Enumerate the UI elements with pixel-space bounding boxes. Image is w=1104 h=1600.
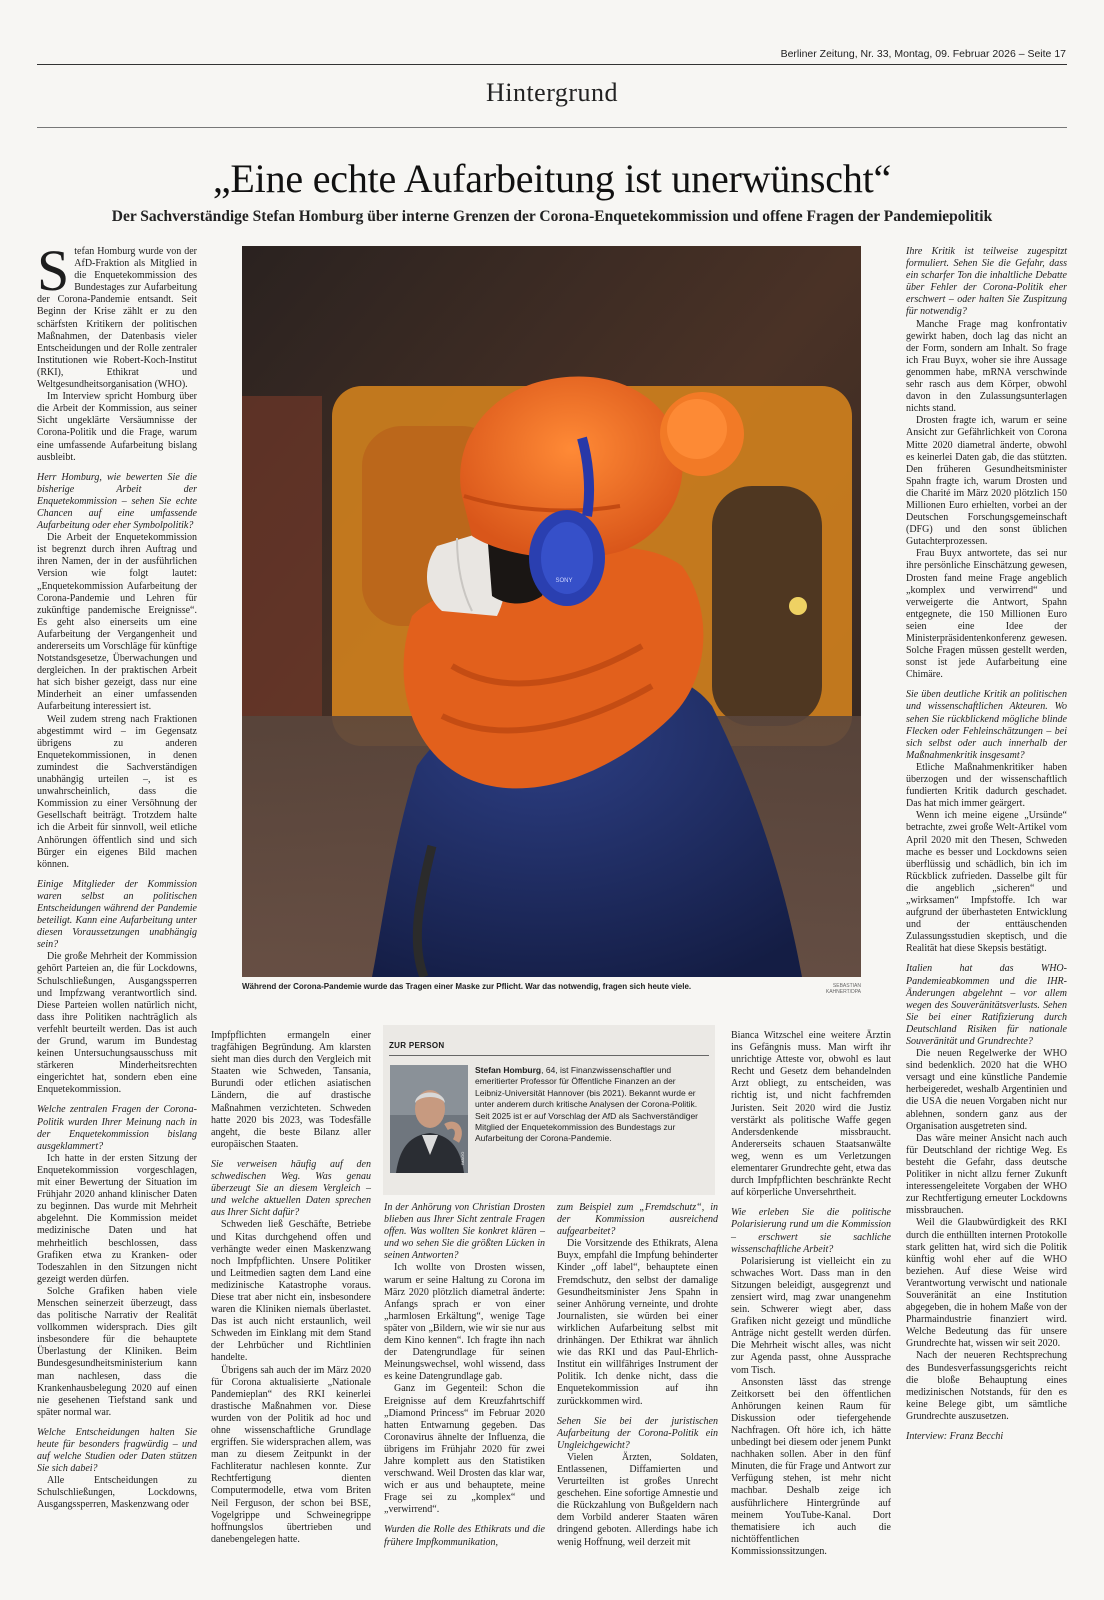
interview-question [906, 689, 1067, 762]
headline: „Eine echte Aufarbeitung ist unerwünscht“ [212, 156, 892, 201]
article-paragraph [384, 1262, 545, 1383]
article-paragraph [906, 415, 1067, 548]
paragraph-text: Solche Grafiken haben viele Menschen seinerzeit überzeugt, dass das politische Narrativ der Realität vollkommen widersprach. Dies gilt insbesondere für die behauptete Überlastung der Kliniken. Beim Bundesgesundheitsministerium kann man nachlesen, dass die Krankenhausbelegung 2020 auf einen nie gesehenen Tiefstand sank und später normal war. [37, 1285, 197, 1418]
interview-question [37, 879, 197, 952]
article-paragraph [211, 1219, 371, 1364]
portrait-illustration [390, 1065, 468, 1173]
section-title: Hintergrund [485, 78, 619, 107]
paragraph-text: Bianca Witzschel eine weitere Ärztin ins Gefängnis muss. Man wirft ihr unrichtige Atteste vor, obwohl es laut Recht und Gesetz dem behandelnden Arzt obliegt, zu entscheiden, was richtig ist, und nicht fachfremden Juristen. Seit 2020 wird die Justiz verstärkt als politische Waffe gegen Andersdenkende missbraucht. Andererseits schauen Staatsanwälte weg, wenn es um Verletzungen elementarer Grundrechte geht, etwa das durch Impfpflichten beschränkte Recht auf körperliche Unversehrtheit. [731, 1030, 891, 1199]
article-paragraph [731, 1030, 891, 1199]
paragraph-text: Ihre Kritik ist teilweise zugespitzt formuliert. Sehen Sie die Gefahr, dass ein scharfer Ton die inhaltliche Debatte über Fehler der Corona-Politik eher erschwert – oder halten Sie Zuspitzung für notwendig? [906, 246, 1067, 318]
article-paragraph [211, 1365, 371, 1546]
paragraph-text: Nach der neueren Rechtsprechung des Bundesverfassungsgerichts reicht die bloße Behauptung eines medizinischen Notstands, für den es keine Belege gibt, um sämtliche Grundrechte auszusetzen. [906, 1350, 1067, 1422]
interview-question [37, 472, 197, 532]
article-paragraph [557, 1452, 718, 1549]
paragraph-text: Einige Mitglieder der Kommission waren selbst an politischen Entscheidungen während der Pandemie beteiligt. Kann eine Aufarbeitung unter diesen Voraussetzungen unabhängig sein? [37, 878, 197, 951]
interview-question [906, 1431, 1067, 1443]
paragraph-text: Sie verweisen häufig auf den schwedischen Weg. Was genau überzeugt Sie an diesem Vergleich – und welche aktuellen Daten sprechen aus Ihrer Sicht dafür? [211, 1158, 371, 1219]
interview-question [37, 1104, 197, 1152]
paragraph-text: Wie erleben Sie die politische Polarisierung rund um die Kommission – erschwert sie sachliche wissenschaftliche Arbeit? [731, 1207, 891, 1255]
interview-question [906, 963, 1067, 1048]
headphone-brand-label: SONY [555, 578, 573, 584]
article-paragraph [37, 1475, 197, 1511]
article-paragraph [906, 810, 1067, 955]
paragraph-text: Übrigens sah auch der im März 2020 für Corona aktualisierte „Nationale Pandemieplan“ des RKI keinerlei drastische Maßnahmen vor. Diese wurden von der Politik ad hoc und ohne wissenschaftliche Grundlage ergriffen. Sie widersprachen allem, was man zu diesem Zeitpunkt in der Fachliteratur nachlesen konnte. Zur Rechtfertigung dienten Computermodelle, etwa vom Briten Neil Ferguson, der schon bei BSE, Vogelgrippe und Schweinegrippe hoffnungslos übertrieben und danebengelegen hatte. [211, 1364, 371, 1545]
paragraph-text: Die große Mehrheit der Kommission gehört Parteien an, die für Lockdowns, Schulschließungen, Ausgangssperren und Impfzwang verantwortlich sind. Diese Parteien wollen natürlich nicht, dass ihre Politiken nachträglich als verfehlt beurteilt werden. Das ist auch der Grund, warum im Bundestag keinen Untersuchungsausschuss mit stärkeren Minderheitsrechten eingerichtet hat, sondern eben eine Enquetekommission. [37, 951, 197, 1096]
paragraph-text: Italien hat das WHO-Pandemieabkommen und die IHR-Änderungen abgelehnt – vor allem wegen des Souveränitätsverlusts. Sehen Sie bei einer Ratifizierung durch Deutschland Risiken für nationale Souveränität und Grundrechte? [906, 963, 1067, 1047]
article-paragraph [906, 1133, 1067, 1218]
article-paragraph [906, 1350, 1067, 1423]
paragraph-text: Polarisierung ist vielleicht ein zu schwaches Wort. Dass man in den Sitzungen beleidigt, ausgegrenzt und zensiert wird, mag zwar unangenehm sein. Schwerer wiegt aber, dass Grafiken nicht gezeigt und mündliche Anträge nicht gestellt werden dürfen. Die Mehrheit wischt alles, was nicht zur Agenda passt, ohne Aussprache vom Tisch. [731, 1255, 891, 1376]
article-paragraph [906, 319, 1067, 416]
paragraph-text: Interview: Franz Becchi [906, 1431, 1004, 1442]
paragraph-text: Welche zentralen Fragen der Corona-Politik wurden Ihrer Meinung nach in der Enquetekommission bislang ausgeklammert? [37, 1104, 197, 1152]
zur-person-text [475, 1065, 707, 1145]
interview-question [211, 1159, 371, 1219]
paragraph-text: zum Beispiel zum „Fremdschutz“, in der Kommission ausreichend aufgearbeitet? [557, 1202, 718, 1238]
paragraph-text: In der Anhörung von Christian Drosten blieben aus Ihrer Sicht zentrale Fragen offen. Was wollten Sie konkret klären – und wo sehen Sie die größten Lücken in seinen Antworten? [384, 1202, 545, 1262]
paragraph-text: Die Arbeit der Enquetekommission ist begrenzt durch ihren Auftrag und ihren Namen, der in der ausführlichen Version wie folgt lautet: „Enquetekommission Aufarbeitung der Corona-Pandemie und Lehren für zukünftige pandemische Ereignisse“. Es geht also einerseits um eine Aufarbeitung der Vergangenheit und andererseits um Vorschläge für künftige Notstandsgesetze, Überwachungen und dergleichen. In der praktischen Arbeit hat sich bisher gezeigt, dass nur eine Minderheit an einer umfassenden Aufarbeitung interessiert ist. [37, 532, 197, 713]
article-paragraph [37, 532, 197, 713]
paragraph-text: Impfpflichten ermangeln einer tragfähigen Begründung. Am klarsten sieht man dies durch den Vergleich mit Staaten wie Schweden, Tansania, Burundi oder etlichen asiatischen Ländern, die auf drastische Maßnahmen verzichteten. Schweden hatte 2020 bis 2023, was Todesfälle angeht, die beste Bilanz aller europäischen Staaten. [211, 1030, 371, 1150]
article-paragraph [211, 1030, 371, 1151]
zur-person-name: Stefan Homburg [475, 1065, 542, 1075]
paragraph-text: Drosten fragte ich, warum er seine Ansicht zur Gefährlichkeit von Corona Mitte 2020 diametral änderte, obwohl es keinerlei Daten gab, die das stützten. Den früheren Gesundheitsminister Spahn fragte ich, warum Drosten und die Charité im März 2020 plötzlich 150 Millionen Euro erhielten, vorbei an der Deutschen Forschungsgemeinschaft (DFG) und den sonst üblichen Gutachterprozessen. [906, 415, 1067, 548]
zur-person-rule [389, 1055, 709, 1056]
drop-cap: S [37, 238, 70, 303]
paragraph-text: Vielen Ärzten, Soldaten, Entlassenen, Diffamierten und Verurteilten ist großes Unrecht geschehen. Eine sofortige Amnestie und die Rückzahlung von Bußgeldern nach dem Vorbild anderer Staaten wären dringend geboten. Allerdings habe ich wenig Hoffnung, weil derzeit mit [557, 1451, 718, 1548]
paragraph-text: Etliche Maßnahmenkritiker haben überzogen und der wissenschaftlich fundierten Kritik dadurch geschadet. Das hat mich immer geärgert. [906, 761, 1067, 810]
article-column-2 [211, 1030, 371, 1546]
article-column-5 [731, 1030, 891, 1558]
interview-question [906, 246, 1067, 319]
paragraph-text: Weil zudem streng nach Fraktionen abgestimmt wird – im Gegensatz übrigens zu anderen Enquetekommissionen, in denen zumindest die Sachverständigen unabhängig urteilen –, ist es unwahrscheinlich, dass die Kommission zu einer Versöhnung der Gesellschaft beiträgt. Trotzdem halte ich die Arbeit für sinnvoll, weil etliche Anhörungen öffentlich sind und sich Bürger ein eigenes Bild machen können. [37, 713, 197, 870]
article-paragraph [37, 1153, 197, 1286]
paragraph-text: Die neuen Regelwerke der WHO sind bedenklich. 2020 hat die WHO versagt und eine künstliche Pandemie herbeigeredet, weshalb Argentinien und die USA die neuen Vorgaben nicht nur ablehnen, sondern ganz aus der Organisation ausgetreten sind. [906, 1048, 1067, 1132]
paragraph-text: Sie üben deutliche Kritik an politischen und wissenschaftlichen Akteuren. Wo sehen Sie rückblickend mögliche blinde Flecken oder Fehleinschätzungen – bei sich selbst oder auch innerhalb der Maßnahmenkritik insgesamt? [906, 689, 1067, 761]
zur-person-label: ZUR PERSON [389, 1041, 445, 1050]
top-rule [37, 64, 1067, 65]
portrait-credit: IMAGO [460, 1151, 465, 1165]
zur-person-bio: , 64, ist Finanzwissenschaftler und emeritierter Professor für Öffentliche Finanzen an der Leibniz-Universität Hannover (bis 2021). Bekannt wurde er unter anderem durch kritische Analysen der Corona-Politik. Seit 2025 ist er auf Vorschlag der AfD als Sachverständiger Mitglied der Enquetekommission des Bundestags zur Aufarbeitung der Corona-Pandemie. [475, 1065, 699, 1144]
paragraph-text: Frau Buyx antwortete, das sei nur ihre persönliche Einschätzung gewesen, Drosten fand meine Frage angeblich „komplex und verwirrend“ und verweigerte die Antwort, Spahn entgegnete, die 150 Millionen Euro seien eine Idee der Ministerpräsidentenkonferenz gewesen. Solche Fragen müssen gestellt werden, sonst ist jede Aufarbeitung eine Chimäre. [906, 548, 1067, 681]
article-paragraph [37, 714, 197, 871]
paragraph-text: Das wäre meiner Ansicht nach auch für Deutschland der richtige Weg. Es besteht die Gefahr, dass deutsche Politiker in nicht allzu ferner Zukunft interessengeleitete Vorgaben der WHO zur Rechtfertigung erneuter Lockdowns missbrauchen. [906, 1132, 1067, 1217]
paragraph-text: Alle Entscheidungen zu Schulschließungen, Lockdowns, Ausgangssperren, Maskenzwang oder [37, 1475, 197, 1511]
interview-question [384, 1524, 545, 1548]
article-column-3 [384, 1202, 545, 1549]
interview-question [557, 1416, 718, 1452]
article-paragraph [37, 1286, 197, 1419]
article-column-1 [37, 238, 197, 1512]
article-paragraph [37, 238, 197, 391]
photo-credit: SEBASTIAN KAHNERT/DPA [825, 983, 861, 995]
article-paragraph [906, 762, 1067, 810]
article-paragraph [557, 1238, 718, 1407]
lead-photo [242, 246, 861, 977]
paragraph-text: Weil die Glaubwürdigkeit des RKI durch die enthüllten internen Protokolle stark gelitten hat, wird sich die Politik künftig wohl eher auf die WHO beziehen. Auf diese Weise wird Verantwortung verwischt und nationale Souveränität an eine Institution abgegeben, die in hohem Maße von der Pharmaindustrie finanziert wird. Welche Bedeutung das für unsere Grundrechte hat, wissen wir seit 2020. [906, 1217, 1067, 1350]
paragraph-text: Manche Frage mag konfrontativ gewirkt haben, doch lag das nicht an der Form, sondern am Inhalt. So frage ich Frau Buyx, woher sie ihre Aussage genommen habe, mRNA verschwinde sehr rasch aus dem Körper, obwohl davon in den Zulassungsunterlagen nichts stand. [906, 318, 1067, 415]
photo-woman-with-hat-illustration [242, 246, 861, 977]
paragraph-text: Ich wollte von Drosten wissen, warum er seine Haltung zu Corona im März 2020 plötzlich diametral änderte: Anfangs sprach er von einer „harmlosen Erkältung“, wenige Tage später von „Bildern, wie wir sie nur aus dem Kino kennen“. Ich fragte ihn nach der Datengrundlage für seinen Meinungswechsel, wohl wissend, dass es keine Datengrundlage gab. [384, 1262, 545, 1383]
portrait-photo [390, 1065, 468, 1173]
paragraph-text: Im Interview spricht Homburg über die Arbeit der Kommission, aus seiner Sicht ungeklärte Versäumnisse der Corona-Politik und die Frage, warum eine umfassende Aufarbeitung bislang ausbleibt. [37, 391, 197, 463]
article-paragraph [384, 1383, 545, 1516]
paragraph-text: Schweden ließ Geschäfte, Betriebe und Kitas durchgehend offen und verhängte weder einen Maskenzwang noch Impfpflichten. Unsere Politiker und Leitmedien sagten dem Land eine medizinische Katastrophe voraus. Diese trat aber nicht ein, insbesondere waren die Kliniken niemals überlastet. Das ist auch nicht erstaunlich, weil Schweden im Einklang mit dem Stand der Lehrbücher und Richtlinien handelte. [211, 1219, 371, 1364]
photo-caption: Während der Corona-Pandemie wurde das Tragen einer Maske zur Pflicht. War das notwendig, fragen sich heute viele. [242, 982, 692, 991]
interview-question [37, 1427, 197, 1475]
paragraph-text: Wurden die Rolle des Ethikrats und die frühere Impfkommunikation, [384, 1524, 545, 1548]
paragraph-text: Ganz im Gegenteil: Schon die Ereignisse auf dem Kreuzfahrtschiff „Diamond Princess“ im Februar 2020 hatten Entwarnung gegeben. Das Coronavirus ähnelte der Influenza, die übrigens im Frühjahr 2020 für zwei Jahre komplett aus den Statistiken verschwand. Weil Drosten das klar war, wich er aus und behauptete, meine Frage sei zu „komplex“ und „verwirrend“. [384, 1383, 545, 1516]
subheadline: Der Sachverständige Stefan Homburg über interne Grenzen der Corona-Enquetekommission und offene Fragen der Pandemiepolitik [111, 208, 993, 225]
article-paragraph [37, 951, 197, 1096]
article-paragraph [731, 1256, 891, 1377]
article-paragraph [731, 1377, 891, 1558]
interview-question [731, 1207, 891, 1255]
interview-question [384, 1202, 545, 1262]
article-paragraph [906, 1217, 1067, 1350]
article-paragraph [906, 548, 1067, 681]
paragraph-text: Ansonsten lässt das strenge Zeitkorsett bei den öffentlichen Anhörungen keinen Raum für Diskussion oder tiefergehende Nachfragen. Oft höre ich, ich hätte unbedingt bei diesem oder jenem Punkt nachhaken sollen. Aber in den fünf Minuten, die für Frage und Antwort zur Verfügung stehen, ist mehr nicht machbar. Deshalb zeige ich ausführlichere Hintergründe auf meinem YouTube-Kanal. Dort thematisiere ich auch die nichtöffentlichen Kommissionssitzungen. [731, 1376, 891, 1557]
paragraph-text: Herr Homburg, wie bewerten Sie die bisherige Arbeit der Enquetekommission – sehen Sie echte Chancen auf eine umfassende Aufarbeitung oder eher Symbolpolitik? [37, 471, 197, 532]
paragraph-text: Sehen Sie bei der juristischen Aufarbeitung der Corona-Politik ein Ungleichgewicht? [557, 1415, 718, 1451]
paragraph-text: Wenn ich meine eigene „Ursünde“ betrachte, zwei große Welt-Artikel vom April 2020 mit den Thesen, Schweden mache es besser und Lockdowns seien überflüssig und schädlich, bin ich im Rückblick zufrieden. Dasselbe gilt für die angeblich „sicheren“ und „wirksamen“ Impfstoffe. Ich war aufgrund der überhasteten Entwicklung und der enttäuschenden Zulassungsstudien skeptisch, und die Realität hat diese Skepsis bestätigt. [906, 810, 1067, 955]
article-paragraph [906, 1048, 1067, 1133]
article-paragraph [37, 391, 197, 464]
section-rule [37, 127, 1067, 128]
paragraph-text: tefan Homburg wurde von der AfD-Fraktion als Mitglied in die Enquetekommission des Bundestages zur Aufarbeitung der Corona-Pandemie entsandt. Seit Beginn der Krise zählt er zu den schärfsten Kritikern der politischen Maßnahmen, der Datenbasis vieler Entscheidungen und der Rolle zentraler Institutionen wie Robert-Koch-Institut (RKI), Ethikrat und Weltgesundheitsorganisation (WHO). [37, 246, 197, 391]
article-column-6 [906, 246, 1067, 1443]
article-column-4 [557, 1202, 718, 1549]
masthead: Berliner Zeitung, Nr. 33, Montag, 09. Februar 2026 – Seite 17 [780, 48, 1066, 60]
zur-person-box [383, 1025, 715, 1195]
paragraph-text: Welche Entscheidungen halten Sie heute für besonders fragwürdig – und auf welche Studien oder Daten stützen Sie sich dabei? [37, 1426, 197, 1475]
paragraph-text: Ich hatte in der ersten Sitzung der Enquetekommission vorgeschlagen, mit einer Bewertung der Situation im Frühjahr 2020 anhand klinischer Daten zu beginnen. Das wurde mit Mehrheit abgelehnt. Die Kommission meidet medizinische Daten und hat mehrheitlich beschlossen, dass Grafiken etwa zu Kranken- oder Todeszahlen in den Sitzungen nicht gezeigt werden dürfen. [37, 1152, 197, 1285]
interview-question [557, 1202, 718, 1238]
paragraph-text: Die Vorsitzende des Ethikrats, Alena Buyx, empfahl die Impfung behinderter Kinder „off label“, behauptete einen Fremdschutz, den selbst der damalige Gesundheitsminister Jens Spahn in seiner Anhörung verneinte, und drohte Journalisten, sie würden bei einer wirklichen Aufarbeitung selbst mit drinhängen. Der Ethikrat war ähnlich wie das RKI und das Paul-Ehrlich-Institut ein willfähriges Instrument der Politik. Ich denke nicht, dass die Enquetekommission auf ihn zurückkommen wird. [557, 1238, 718, 1407]
